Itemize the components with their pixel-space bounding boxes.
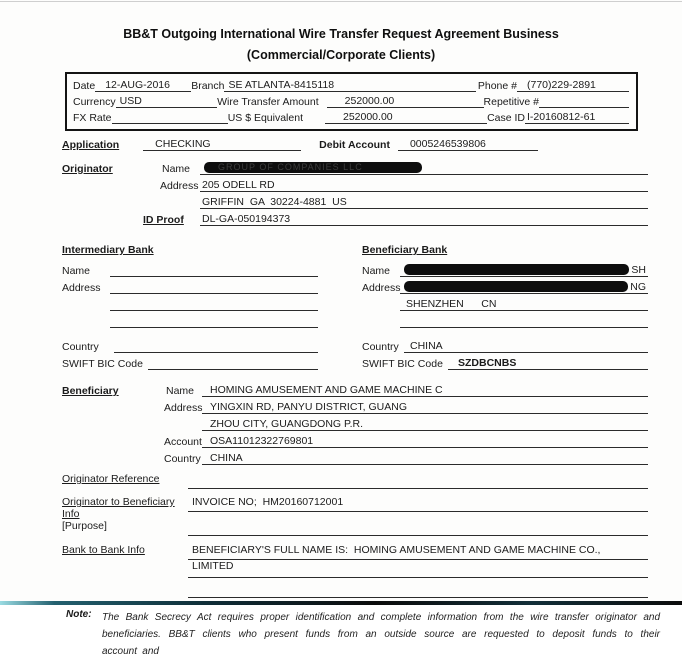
beneficiary-bank-country-label: Country [362, 341, 399, 353]
repetitive-label: Repetitive # [483, 96, 539, 108]
beneficiary-section [62, 380, 648, 465]
beneficiary-bank-name-redaction-bar [404, 264, 629, 275]
intermediary-bank-heading: Intermediary Bank [62, 244, 154, 256]
intermediary-swift-label: SWIFT BIC Code [62, 358, 143, 370]
originator-address-line2: GRIFFIN GA 30224-4881 US [200, 196, 648, 209]
fx-rate-value [112, 123, 228, 124]
bank-to-bank-line2: LIMITED [188, 560, 648, 578]
beneficiary-bank-name-label: Name [362, 265, 391, 277]
beneficiary-bank-country-value: CHINA [404, 340, 648, 353]
originator-reference-label: Originator Reference [62, 473, 160, 485]
us-equivalent-label: US $ Equivalent [227, 112, 303, 124]
originator-section-label: Originator [62, 163, 113, 175]
bottom-fields-group [62, 473, 648, 598]
beneficiary-bank-name-value [400, 264, 648, 277]
note-text: The Bank Secrecy Act requires proper identification and complete information from the wire transfer originator and beneficiaries. BB&T clients who present funds from an outside source are requested to deposit funds to their account and [102, 612, 660, 657]
intermediary-bank-section [62, 244, 318, 370]
wire-amount-value: 252000.00 [327, 95, 484, 108]
page-title-line2: (Commercial/Corporate Clients) [246, 48, 436, 62]
debit-account-value: 0005246539806 [398, 138, 538, 151]
beneficiary-bank-name-suffix: SH [631, 264, 646, 276]
beneficiary-country-value: CHINA [202, 452, 648, 465]
currency-label: Currency [73, 96, 116, 108]
bank-to-bank-row [62, 544, 648, 598]
beneficiary-bank-heading: Beneficiary Bank [362, 244, 448, 256]
intermediary-name-label: Name [62, 265, 91, 277]
originator-to-beneficiary-label: Originator to Beneficiary Info [62, 496, 175, 520]
beneficiary-country-label: Country [164, 453, 201, 465]
id-proof-label: ID Proof [143, 214, 184, 226]
id-proof-value: DL-GA-050194373 [200, 213, 648, 226]
date-value: 12-AUG-2016 [95, 79, 191, 92]
bank-to-bank-label: Bank to Bank Info [62, 544, 145, 556]
beneficiary-address-line1: YINGXIN RD, PANYU DISTRICT, GUANG [202, 401, 648, 414]
originator-name-value [200, 162, 648, 175]
intermediary-country-label: Country [62, 341, 99, 353]
beneficiary-bank-address-redaction-bar [404, 281, 628, 292]
beneficiary-bank-address-line3 [400, 327, 648, 328]
note-label: Note: [66, 609, 92, 620]
beneficiary-address-line2: ZHOU CITY, GUANGDONG P.R. [202, 418, 648, 431]
originator-name-redaction-bar: GROUP OF COMPANIES LLC [204, 162, 422, 173]
application-label: Application [62, 139, 120, 151]
case-id-label: Case ID [487, 112, 525, 124]
page-title [0, 0, 682, 66]
intermediary-address-line2 [110, 310, 318, 311]
beneficiary-bank-swift-label: SWIFT BIC Code [362, 358, 443, 370]
beneficiary-account-label: Account [164, 436, 202, 448]
originator-section [62, 158, 648, 226]
originator-to-beneficiary-value: INVOICE NO; HM20160712001 [188, 496, 648, 512]
page-title-line1: BB&T Outgoing International Wire Transfer Request Agreement Business [123, 27, 559, 41]
us-equivalent-value: 252000.00 [325, 111, 487, 124]
intermediary-address-line3 [110, 327, 318, 328]
originator-reference-row [62, 473, 648, 491]
debit-account-label: Debit Account [319, 139, 390, 151]
branch-label: Branch [191, 80, 225, 92]
originator-to-beneficiary-line2 [188, 512, 648, 536]
scan-edge-top [0, 1, 682, 2]
intermediary-address-line1 [110, 293, 318, 294]
phone-label: Phone # [477, 80, 517, 92]
intermediary-country-value [114, 352, 318, 353]
beneficiary-bank-section [362, 244, 648, 370]
originator-address-line1: 205 ODELL RD [200, 179, 648, 192]
originator-to-beneficiary-sublabel: [Purpose] [62, 520, 107, 532]
phone-value: (770)229-2891 [517, 79, 629, 92]
originator-reference-value [188, 473, 648, 489]
originator-to-beneficiary-row [62, 496, 648, 536]
fx-rate-label: FX Rate [73, 112, 112, 124]
beneficiary-name-label: Name [166, 385, 195, 397]
beneficiary-name-value: HOMING AMUSEMENT AND GAME MACHINE C [202, 384, 648, 397]
currency-value: USD [116, 95, 217, 108]
beneficiary-bank-address-value [400, 281, 648, 294]
originator-address-label: Address [160, 180, 199, 192]
application-row [62, 136, 682, 151]
bank-to-bank-line3 [188, 578, 648, 598]
bank-to-bank-line1: BENEFICIARY'S FULL NAME IS: HOMING AMUSEMENT AND GAME MACHINE CO., [188, 544, 648, 560]
beneficiary-bank-address-label: Address [362, 282, 401, 294]
case-id-value: I-20160812-61 [525, 111, 629, 124]
beneficiary-address-label: Address [164, 402, 203, 414]
repetitive-value [539, 107, 629, 108]
application-value: CHECKING [143, 138, 301, 151]
banks-columns [62, 244, 648, 370]
beneficiary-bank-address-line2: SHENZHEN CN [400, 298, 648, 311]
beneficiary-account-value: OSA11012322769801 [202, 435, 648, 448]
wire-amount-label: Wire Transfer Amount [217, 96, 319, 108]
date-label: Date [73, 80, 96, 92]
intermediary-name-line [110, 276, 318, 277]
scan-edge-bottom [0, 601, 682, 605]
intermediary-swift-value [148, 369, 318, 370]
header-box [65, 72, 638, 131]
originator-name-label: Name [162, 163, 191, 175]
beneficiary-bank-address-suffix: NG [630, 281, 646, 293]
note-section [66, 609, 660, 660]
intermediary-address-label: Address [62, 282, 101, 294]
branch-value: SE ATLANTA-8415118 [224, 79, 476, 92]
beneficiary-bank-swift-value: SZDBCNBS [448, 357, 648, 370]
beneficiary-section-label: Beneficiary [62, 385, 119, 397]
